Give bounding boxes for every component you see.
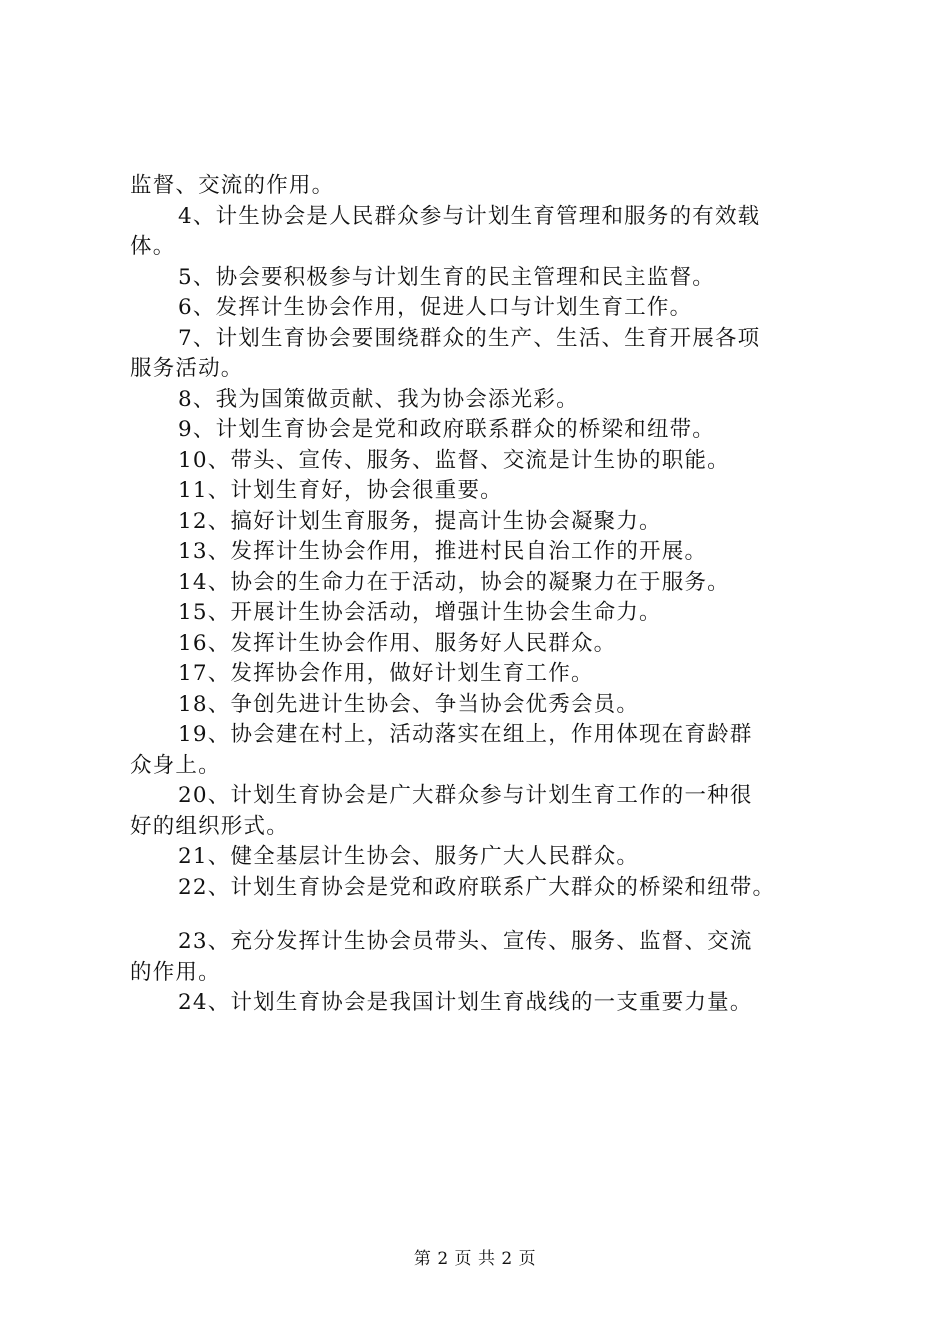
text-line: 监督、交流的作用。 [130, 173, 335, 198]
text-line: 11、计划生育好，协会很重要。 [178, 478, 503, 503]
text-line: 4、计生协会是人民群众参与计划生育管理和服务的有效载 [178, 203, 761, 229]
text-line: 的作用。 [130, 959, 221, 985]
text-line: 好的组织形式。 [130, 813, 289, 839]
text-line: 16、发挥计生协会作用、服务好人民群众。 [178, 630, 617, 656]
text-line: 众身上。 [130, 752, 221, 778]
text-line: 18、争创先进计生协会、争当协会优秀会员。 [178, 691, 640, 717]
text-line: 5、协会要积极参与计划生育的民主管理和民主监督。 [178, 264, 715, 290]
page-footer: 第 2 页 共 2 页 [413, 1249, 537, 1269]
text-line: 12、搞好计划生育服务，提高计生协会凝聚力。 [178, 508, 662, 534]
text-line: 8、我为国策做贡献、我为协会添光彩。 [178, 386, 579, 412]
text-line: 体。 [130, 234, 176, 259]
text-line: 7、计划生育协会要围绕群众的生产、生活、生育开展各项 [178, 325, 761, 351]
text-line: 19、协会建在村上，活动落实在组上，作用体现在育龄群 [178, 722, 753, 747]
text-line: 20、计划生育协会是广大群众参与计划生育工作的一种很 [178, 783, 753, 808]
text-line: 17、发挥协会作用，做好计划生育工作。 [178, 661, 594, 686]
paragraph-gap [130, 903, 845, 927]
text-line: 服务活动。 [130, 356, 244, 381]
text-line: 14、协会的生命力在于活动，协会的凝聚力在于服务。 [178, 569, 730, 595]
text-line: 15、开展计生协会活动，增强计生协会生命力。 [178, 600, 662, 625]
text-line: 6、发挥计生协会作用，促进人口与计划生育工作。 [178, 295, 693, 320]
text-line: 24、计划生育协会是我国计划生育战线的一支重要力量。 [178, 990, 753, 1015]
text-line: 9、计划生育协会是党和政府联系群众的桥梁和纽带。 [178, 417, 715, 442]
text-line: 21、健全基层计生协会、服务广大人民群众。 [178, 844, 640, 869]
text-line: 23、充分发挥计生协会员带头、宣传、服务、监督、交流 [178, 929, 753, 954]
text-line: 13、发挥计生协会作用，推进村民自治工作的开展。 [178, 539, 708, 564]
text-line: 10、带头、宣传、服务、监督、交流是计生协的职能。 [178, 447, 730, 473]
document-body [130, 171, 845, 1019]
text-line: 22、计划生育协会是党和政府联系广大群众的桥梁和纽带。 [178, 874, 776, 900]
